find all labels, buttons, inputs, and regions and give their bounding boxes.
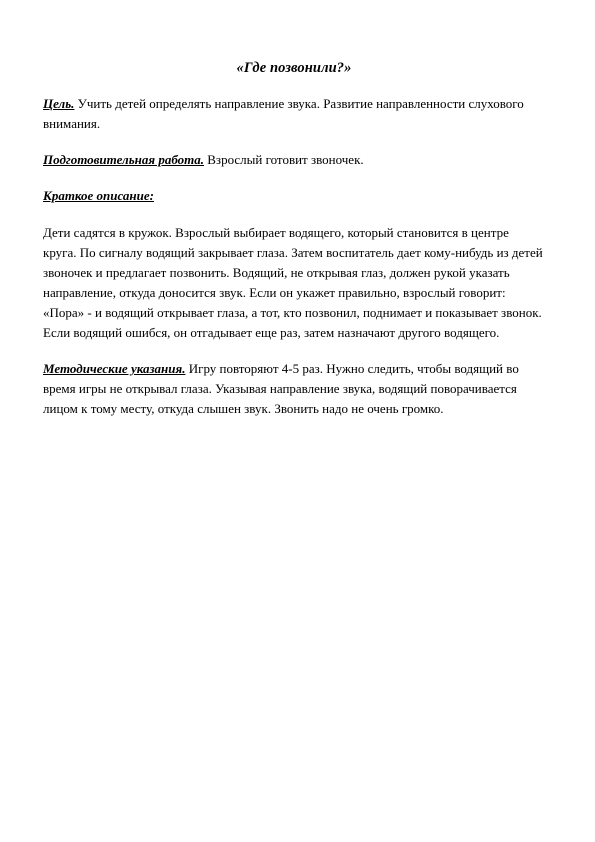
preparation-text: Взрослый готовит звоночек. [204, 152, 364, 167]
preparation-paragraph [43, 150, 545, 170]
goal-text: Учить детей определять направление звука. Развитие направленности слухового внимания. [43, 96, 524, 131]
goal-paragraph [43, 94, 545, 134]
preparation-label: Подготовительная работа. [43, 152, 205, 167]
description-label: Краткое описание: [43, 188, 154, 203]
goal-label: Цель. [43, 96, 75, 111]
description-paragraph: Дети садятся в кружок. Взрослый выбирает водящего, который становится в центре круга. По сигналу водящий закрывает глаза. Затем воспитатель дает кому-нибудь из детей звоночек и предлагает позвонить. Водящий, не открывая глаз, должен рукой указать направление, откуда доносится звук. Если он укажет правильно, взрослый говорит: «Пора» - и водящий открывает глаза, а тот, кто позвонил, поднимает и показывает звонок. Если водящий ошибся, он отгадывает еще раз, затем назначают другого водящего. [43, 225, 543, 340]
instructions-label: Методические указания. [43, 361, 186, 376]
document-title: «Где позвонили?» [236, 60, 352, 76]
instructions-text: Игру повторяют 4-5 раз. Нужно следить, чтобы водящий во время игры не открывал глаза. Указывая направление звука, водящий поворачивается лицом к тому месту, откуда слышен звук. Звонить надо не очень громко. [43, 361, 519, 416]
description-heading [43, 186, 545, 206]
instructions-paragraph [43, 359, 545, 419]
